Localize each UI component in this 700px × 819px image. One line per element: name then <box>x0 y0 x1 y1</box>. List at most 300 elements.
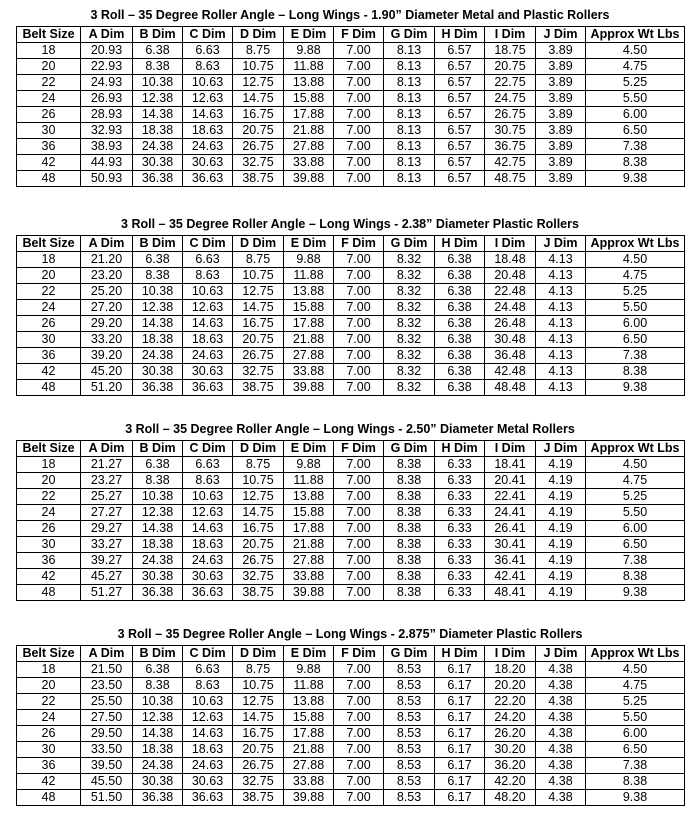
table-cell: 8.38 <box>384 521 435 537</box>
table-cell: 4.75 <box>586 268 685 284</box>
table-cell: 8.53 <box>384 662 435 678</box>
table-cell: 38.75 <box>233 380 284 396</box>
table-cell: 17.88 <box>284 107 334 123</box>
table-cell: 16.75 <box>233 726 284 742</box>
table-cell: 8.53 <box>384 774 435 790</box>
table-cell: 7.00 <box>334 300 384 316</box>
header-g-dim: G Dim <box>384 27 435 43</box>
table-cell: 18.38 <box>133 332 183 348</box>
table-cell: 5.50 <box>586 505 685 521</box>
header-h-dim: H Dim <box>435 441 485 457</box>
table-cell: 8.38 <box>586 569 685 585</box>
table-cell: 8.38 <box>384 553 435 569</box>
table-cell: 6.57 <box>435 139 485 155</box>
header-d-dim: D Dim <box>233 27 284 43</box>
table-cell: 6.38 <box>133 662 183 678</box>
table-cell: 4.13 <box>536 380 586 396</box>
table-cell: 6.50 <box>586 123 685 139</box>
belt-size-cell: 36 <box>17 758 81 774</box>
header-c-dim: C Dim <box>183 646 233 662</box>
table-cell: 8.38 <box>384 473 435 489</box>
table-row <box>17 726 685 742</box>
table-cell: 21.27 <box>81 457 133 473</box>
table-cell: 10.38 <box>133 489 183 505</box>
belt-size-cell: 22 <box>17 284 81 300</box>
table-cell: 24.75 <box>485 91 536 107</box>
table-cell: 7.00 <box>334 380 384 396</box>
table-cell: 12.63 <box>183 300 233 316</box>
table-cell: 8.13 <box>384 107 435 123</box>
table-cell: 36.38 <box>133 380 183 396</box>
table-cell: 36.38 <box>133 585 183 601</box>
table-cell: 45.27 <box>81 569 133 585</box>
table-cell: 36.63 <box>183 790 233 806</box>
table-cell: 5.25 <box>586 694 685 710</box>
table-cell: 12.75 <box>233 75 284 91</box>
table-cell: 4.19 <box>536 521 586 537</box>
table-cell: 6.63 <box>183 43 233 59</box>
table-cell: 50.93 <box>81 171 133 187</box>
table-cell: 4.75 <box>586 59 685 75</box>
table-cell: 36.63 <box>183 380 233 396</box>
table-row <box>17 537 685 553</box>
table-cell: 4.38 <box>536 726 586 742</box>
table-cell: 6.17 <box>435 678 485 694</box>
table-cell: 32.75 <box>233 774 284 790</box>
table-cell: 6.17 <box>435 790 485 806</box>
table-cell: 30.38 <box>133 155 183 171</box>
table-cell: 12.63 <box>183 505 233 521</box>
table-row <box>17 43 685 59</box>
header-b-dim: B Dim <box>133 646 183 662</box>
table-cell: 6.17 <box>435 694 485 710</box>
table-cell: 8.32 <box>384 316 435 332</box>
table-row <box>17 585 685 601</box>
table-cell: 4.13 <box>536 316 586 332</box>
table-cell: 4.13 <box>536 252 586 268</box>
table-cell: 8.63 <box>183 59 233 75</box>
table-header-row <box>17 236 685 252</box>
table-cell: 12.63 <box>183 91 233 107</box>
table-cell: 3.89 <box>536 107 586 123</box>
table-cell: 30.63 <box>183 155 233 171</box>
table-cell: 6.33 <box>435 569 485 585</box>
table-cell: 5.25 <box>586 284 685 300</box>
spec-table-section <box>16 4 684 187</box>
table-cell: 26.75 <box>233 139 284 155</box>
header-approx-wt: Approx Wt Lbs <box>586 441 685 457</box>
table-cell: 8.38 <box>384 569 435 585</box>
table-cell: 22.20 <box>485 694 536 710</box>
table-cell: 8.53 <box>384 742 435 758</box>
table-cell: 8.53 <box>384 790 435 806</box>
table-cell: 8.38 <box>133 678 183 694</box>
belt-size-cell: 26 <box>17 521 81 537</box>
table-cell: 51.20 <box>81 380 133 396</box>
table-cell: 30.63 <box>183 569 233 585</box>
table-cell: 10.75 <box>233 59 284 75</box>
belt-size-cell: 22 <box>17 75 81 91</box>
table-cell: 13.88 <box>284 75 334 91</box>
table-cell: 7.00 <box>334 364 384 380</box>
table-cell: 24.93 <box>81 75 133 91</box>
header-a-dim: A Dim <box>81 441 133 457</box>
table-cell: 4.38 <box>536 774 586 790</box>
table-cell: 4.19 <box>536 585 586 601</box>
table-cell: 6.38 <box>133 252 183 268</box>
table-cell: 32.75 <box>233 155 284 171</box>
dimension-table <box>16 440 685 601</box>
table-cell: 8.75 <box>233 252 284 268</box>
table-row <box>17 139 685 155</box>
table-row <box>17 790 685 806</box>
header-h-dim: H Dim <box>435 27 485 43</box>
table-cell: 21.50 <box>81 662 133 678</box>
table-row <box>17 75 685 91</box>
table-cell: 6.33 <box>435 521 485 537</box>
table-cell: 16.75 <box>233 316 284 332</box>
belt-size-cell: 30 <box>17 123 81 139</box>
belt-size-cell: 18 <box>17 252 81 268</box>
table-cell: 6.33 <box>435 473 485 489</box>
table-cell: 6.38 <box>435 316 485 332</box>
table-cell: 8.38 <box>586 364 685 380</box>
belt-size-cell: 20 <box>17 268 81 284</box>
belt-size-cell: 18 <box>17 43 81 59</box>
table-cell: 8.75 <box>233 662 284 678</box>
table-cell: 7.00 <box>334 348 384 364</box>
table-cell: 38.75 <box>233 790 284 806</box>
table-cell: 24.38 <box>133 553 183 569</box>
table-cell: 33.88 <box>284 364 334 380</box>
table-cell: 7.00 <box>334 521 384 537</box>
table-cell: 11.88 <box>284 59 334 75</box>
table-cell: 8.38 <box>133 59 183 75</box>
table-cell: 12.38 <box>133 91 183 107</box>
belt-size-cell: 18 <box>17 662 81 678</box>
table-cell: 11.88 <box>284 268 334 284</box>
table-cell: 7.00 <box>334 537 384 553</box>
table-cell: 3.89 <box>536 43 586 59</box>
table-cell: 7.38 <box>586 758 685 774</box>
table-cell: 21.20 <box>81 252 133 268</box>
table-cell: 6.17 <box>435 742 485 758</box>
table-cell: 30.38 <box>133 569 183 585</box>
table-cell: 14.38 <box>133 521 183 537</box>
table-cell: 8.13 <box>384 139 435 155</box>
belt-size-cell: 26 <box>17 107 81 123</box>
table-cell: 8.32 <box>384 364 435 380</box>
table-row <box>17 348 685 364</box>
table-cell: 8.38 <box>133 268 183 284</box>
table-cell: 4.50 <box>586 43 685 59</box>
table-cell: 20.75 <box>233 742 284 758</box>
table-row <box>17 268 685 284</box>
table-cell: 10.75 <box>233 268 284 284</box>
table-cell: 7.00 <box>334 107 384 123</box>
header-a-dim: A Dim <box>81 27 133 43</box>
table-cell: 14.38 <box>133 316 183 332</box>
table-cell: 48.20 <box>485 790 536 806</box>
table-cell: 12.38 <box>133 710 183 726</box>
table-row <box>17 457 685 473</box>
belt-size-cell: 20 <box>17 59 81 75</box>
table-cell: 4.50 <box>586 662 685 678</box>
table-cell: 14.63 <box>183 107 233 123</box>
table-cell: 7.00 <box>334 332 384 348</box>
header-j-dim: J Dim <box>536 236 586 252</box>
table-cell: 48.48 <box>485 380 536 396</box>
table-cell: 32.75 <box>233 364 284 380</box>
table-cell: 20.75 <box>233 537 284 553</box>
table-cell: 39.50 <box>81 758 133 774</box>
table-cell: 15.88 <box>284 710 334 726</box>
table-row <box>17 758 685 774</box>
table-cell: 6.57 <box>435 43 485 59</box>
table-cell: 6.17 <box>435 662 485 678</box>
table-cell: 6.33 <box>435 537 485 553</box>
table-cell: 24.63 <box>183 348 233 364</box>
table-cell: 10.38 <box>133 75 183 91</box>
header-belt-size: Belt Size <box>17 27 81 43</box>
table-row <box>17 155 685 171</box>
table-cell: 23.27 <box>81 473 133 489</box>
header-i-dim: I Dim <box>485 441 536 457</box>
table-row <box>17 569 685 585</box>
header-approx-wt: Approx Wt Lbs <box>586 236 685 252</box>
table-cell: 9.38 <box>586 380 685 396</box>
dimension-table <box>16 26 685 187</box>
table-cell: 12.63 <box>183 710 233 726</box>
header-f-dim: F Dim <box>334 441 384 457</box>
table-cell: 12.38 <box>133 300 183 316</box>
table-cell: 27.88 <box>284 758 334 774</box>
table-cell: 33.20 <box>81 332 133 348</box>
table-cell: 8.38 <box>133 473 183 489</box>
belt-size-cell: 24 <box>17 300 81 316</box>
table-cell: 17.88 <box>284 316 334 332</box>
table-cell: 6.33 <box>435 553 485 569</box>
table-cell: 44.93 <box>81 155 133 171</box>
table-cell: 4.13 <box>536 332 586 348</box>
header-f-dim: F Dim <box>334 646 384 662</box>
table-cell: 9.88 <box>284 43 334 59</box>
belt-size-cell: 42 <box>17 774 81 790</box>
table-cell: 6.33 <box>435 489 485 505</box>
table-cell: 33.88 <box>284 155 334 171</box>
table-cell: 42.41 <box>485 569 536 585</box>
table-cell: 6.38 <box>435 252 485 268</box>
table-cell: 10.75 <box>233 473 284 489</box>
table-cell: 10.63 <box>183 284 233 300</box>
table-cell: 27.50 <box>81 710 133 726</box>
header-d-dim: D Dim <box>233 441 284 457</box>
table-cell: 18.63 <box>183 742 233 758</box>
table-cell: 4.19 <box>536 489 586 505</box>
table-cell: 4.50 <box>586 252 685 268</box>
table-cell: 17.88 <box>284 726 334 742</box>
table-row <box>17 91 685 107</box>
table-cell: 20.48 <box>485 268 536 284</box>
table-cell: 6.38 <box>435 268 485 284</box>
table-title: 3 Roll – 35 Degree Roller Angle – Long Wings - 1.90” Diameter Metal and Plastic Rollers <box>90 8 610 22</box>
table-cell: 8.53 <box>384 694 435 710</box>
table-cell: 8.38 <box>586 155 685 171</box>
table-cell: 6.57 <box>435 91 485 107</box>
table-cell: 7.00 <box>334 284 384 300</box>
header-g-dim: G Dim <box>384 646 435 662</box>
table-cell: 20.75 <box>233 123 284 139</box>
table-cell: 5.50 <box>586 710 685 726</box>
table-cell: 45.20 <box>81 364 133 380</box>
belt-size-cell: 42 <box>17 364 81 380</box>
table-cell: 42.48 <box>485 364 536 380</box>
table-cell: 36.48 <box>485 348 536 364</box>
table-cell: 21.88 <box>284 742 334 758</box>
table-cell: 5.25 <box>586 75 685 91</box>
table-cell: 9.88 <box>284 457 334 473</box>
table-cell: 5.50 <box>586 91 685 107</box>
spec-table-section <box>16 213 684 396</box>
table-cell: 4.19 <box>536 505 586 521</box>
table-cell: 8.32 <box>384 300 435 316</box>
table-cell: 7.00 <box>334 473 384 489</box>
header-j-dim: J Dim <box>536 27 586 43</box>
table-cell: 6.38 <box>435 380 485 396</box>
belt-size-cell: 42 <box>17 569 81 585</box>
table-cell: 17.88 <box>284 521 334 537</box>
belt-size-cell: 48 <box>17 380 81 396</box>
header-i-dim: I Dim <box>485 27 536 43</box>
table-cell: 36.75 <box>485 139 536 155</box>
table-cell: 18.48 <box>485 252 536 268</box>
table-cell: 24.20 <box>485 710 536 726</box>
table-cell: 7.38 <box>586 139 685 155</box>
table-cell: 18.38 <box>133 537 183 553</box>
table-cell: 7.00 <box>334 662 384 678</box>
table-cell: 6.38 <box>435 348 485 364</box>
table-cell: 42.20 <box>485 774 536 790</box>
table-cell: 18.41 <box>485 457 536 473</box>
table-cell: 12.38 <box>133 505 183 521</box>
table-cell: 5.25 <box>586 489 685 505</box>
table-cell: 20.41 <box>485 473 536 489</box>
table-cell: 7.00 <box>334 790 384 806</box>
table-cell: 24.63 <box>183 553 233 569</box>
table-cell: 3.89 <box>536 75 586 91</box>
table-cell: 22.48 <box>485 284 536 300</box>
table-cell: 6.38 <box>435 332 485 348</box>
table-cell: 6.57 <box>435 59 485 75</box>
table-cell: 20.75 <box>485 59 536 75</box>
table-cell: 8.63 <box>183 268 233 284</box>
table-cell: 7.00 <box>334 489 384 505</box>
belt-size-cell: 26 <box>17 316 81 332</box>
table-cell: 10.63 <box>183 489 233 505</box>
table-cell: 15.88 <box>284 505 334 521</box>
table-cell: 39.88 <box>284 790 334 806</box>
table-cell: 36.38 <box>133 790 183 806</box>
table-cell: 15.88 <box>284 300 334 316</box>
table-cell: 30.38 <box>133 364 183 380</box>
table-cell: 26.48 <box>485 316 536 332</box>
table-cell: 30.20 <box>485 742 536 758</box>
table-cell: 4.75 <box>586 473 685 489</box>
table-row <box>17 59 685 75</box>
table-row <box>17 774 685 790</box>
table-cell: 21.88 <box>284 123 334 139</box>
header-b-dim: B Dim <box>133 236 183 252</box>
table-cell: 7.00 <box>334 553 384 569</box>
table-cell: 14.75 <box>233 505 284 521</box>
table-cell: 24.48 <box>485 300 536 316</box>
table-cell: 8.63 <box>183 678 233 694</box>
table-cell: 8.38 <box>384 537 435 553</box>
table-cell: 27.27 <box>81 505 133 521</box>
table-cell: 39.88 <box>284 380 334 396</box>
table-cell: 39.27 <box>81 553 133 569</box>
table-cell: 25.50 <box>81 694 133 710</box>
table-cell: 6.57 <box>435 171 485 187</box>
table-cell: 24.63 <box>183 139 233 155</box>
table-cell: 6.17 <box>435 726 485 742</box>
table-cell: 7.00 <box>334 694 384 710</box>
table-cell: 6.17 <box>435 758 485 774</box>
table-cell: 39.20 <box>81 348 133 364</box>
table-cell: 5.50 <box>586 300 685 316</box>
belt-size-cell: 42 <box>17 155 81 171</box>
table-cell: 9.38 <box>586 585 685 601</box>
table-cell: 8.63 <box>183 473 233 489</box>
table-cell: 26.93 <box>81 91 133 107</box>
table-cell: 36.41 <box>485 553 536 569</box>
table-cell: 27.88 <box>284 348 334 364</box>
table-cell: 8.38 <box>384 505 435 521</box>
header-b-dim: B Dim <box>133 27 183 43</box>
table-cell: 14.75 <box>233 91 284 107</box>
table-cell: 25.20 <box>81 284 133 300</box>
table-cell: 4.38 <box>536 678 586 694</box>
belt-size-cell: 30 <box>17 332 81 348</box>
table-cell: 4.13 <box>536 300 586 316</box>
table-cell: 30.63 <box>183 364 233 380</box>
table-cell: 20.20 <box>485 678 536 694</box>
table-cell: 24.38 <box>133 758 183 774</box>
dimension-table <box>16 645 685 806</box>
table-cell: 7.00 <box>334 123 384 139</box>
table-cell: 7.38 <box>586 553 685 569</box>
table-cell: 8.38 <box>384 457 435 473</box>
table-cell: 8.38 <box>384 585 435 601</box>
belt-size-cell: 24 <box>17 505 81 521</box>
header-a-dim: A Dim <box>81 236 133 252</box>
table-cell: 4.38 <box>536 694 586 710</box>
table-cell: 6.63 <box>183 457 233 473</box>
table-cell: 3.89 <box>536 139 586 155</box>
table-cell: 6.63 <box>183 662 233 678</box>
header-j-dim: J Dim <box>536 441 586 457</box>
table-cell: 7.00 <box>334 742 384 758</box>
table-cell: 4.19 <box>536 537 586 553</box>
table-title: 3 Roll – 35 Degree Roller Angle – Long Wings - 2.50” Diameter Metal Rollers <box>125 422 575 436</box>
belt-size-cell: 48 <box>17 171 81 187</box>
table-cell: 12.75 <box>233 489 284 505</box>
belt-size-cell: 22 <box>17 694 81 710</box>
table-cell: 4.19 <box>536 553 586 569</box>
table-cell: 12.75 <box>233 694 284 710</box>
table-cell: 45.50 <box>81 774 133 790</box>
table-cell: 36.20 <box>485 758 536 774</box>
